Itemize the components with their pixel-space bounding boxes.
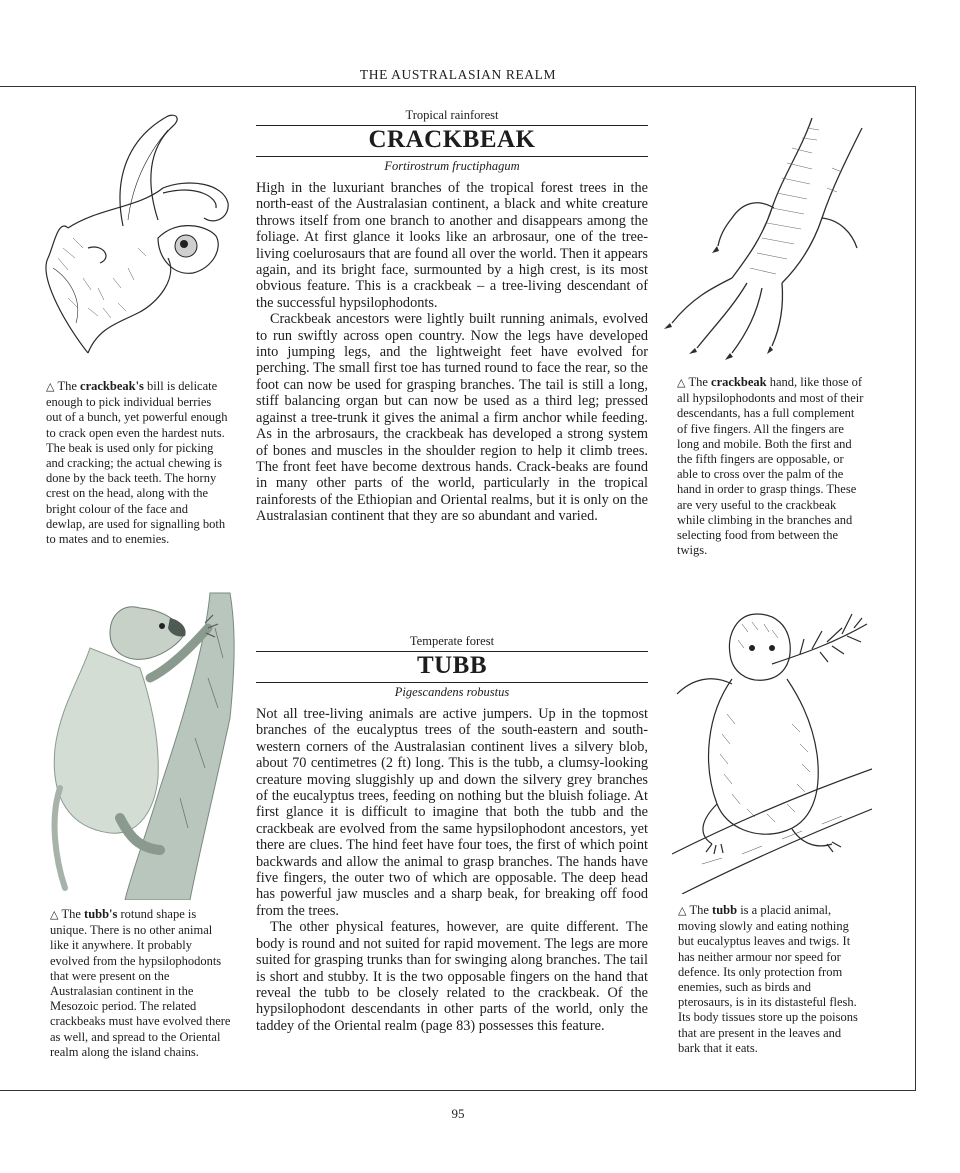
crackbeak-hand-illustration (662, 108, 872, 363)
latin-name: Fortirostrum fructiphagum (384, 159, 520, 173)
frame-top-rule (0, 86, 916, 87)
tubb-climbing-illustration (30, 588, 238, 900)
caption-bold-term: tubb's (84, 907, 118, 921)
triangle-icon: △ (677, 377, 686, 389)
tubb-article (256, 634, 648, 1034)
body-paragraph: High in the luxuriant branches of the tropical forest trees in the north-east of the Australasian continent, a black and white creature throws itself from one branch to another and disappears among the foliage. At first glance it looks like an arbrosaur, one of the tree-living coelurosaurs that are found all over the world. Then it appears again, and its bright face, surmounted by a high crest, is its most obvious feature. This is a crackbeak – a tree-living descendant of the successful hypsilophodonts. (256, 180, 648, 311)
latin-name: Pigescandens robustus (394, 685, 510, 699)
caption-tubb-shape: △ The tubb's rotund shape is unique. There is no other animal like it anywhere. It probably evolved from the hypsilophodonts that were present on the Australasian continent in the Mesozoic period. The related crackbeaks must have evolved there as well, and spread to the Oriental realm along the island chains. (50, 907, 231, 1059)
caption-crackbeak-bill: △ The crackbeak's bill is delicate enough to pick individual berries out of a bunch, yet powerful enough to crack open even the hardest nuts. The beak is used only for picking and cracking; the actual chewing is done by the back teeth. The horny crest on the head, along with the bright colour of the face and dewlap, are used for signalling both to mates and to enemies. (46, 379, 228, 547)
triangle-icon: △ (50, 909, 59, 921)
article-body (256, 706, 648, 1034)
frame-right-rule (915, 86, 916, 1091)
triangle-icon: △ (46, 381, 55, 393)
habitat-label: Tropical rainforest (405, 108, 499, 122)
body-paragraph: Crackbeak ancestors were lightly built running animals, evolved to run swiftly across open country. Now the legs have developed into jumping legs, and the lightweight feet have evolved for perching. The small first toe has turned round to face the rear, so the foot can now be used for grasping branches. The tail is still a long, stiff balancing organ but can now be used as a third leg; pressed against a tree-trunk it gives the animal a firm anchor while feeding. As in the arbrosaurs, the crackbeak has developed a strong system of bones and muscles in the shoulder region to help it climb trees. The front feet have become dextrous hands. Crack-beaks are found in many other parts of the world, particularly in the tropical rainforests of the Ethiopian and Oriental realms, but it is only on the Australasian continent that they are so abundant and varied. (256, 311, 648, 525)
caption-bold-term: crackbeak (711, 375, 767, 389)
article-title: TUBB (416, 652, 488, 679)
body-paragraph: The other physical features, however, are quite different. The body is round and not suited for rapid movement. The legs are more suited for grasping trunks than for swinging along branches. The tail is short and stubby. It is the two opposable fingers on the hand that reveal the tubb to be closely related to the crackbeak. Of the hypsilophodont descendants in other parts of the world, only the taddey of the Oriental realm (page 83) possesses this feature. (256, 919, 648, 1034)
crackbeak-head-illustration (28, 108, 233, 363)
running-head: THE AUSTRALASIAN REALM (359, 67, 557, 82)
caption-tubb-placid: △ The tubb is a placid animal, moving slowly and eating nothing but eucalyptus leaves and twigs. It has neither armour nor speed for defence. Its only protection from enemies, such as birds and pterosaurs, is in its distasteful flesh. Its body tissues store up the poisons that are present in the leaves and bark that it eats. (678, 903, 858, 1055)
caption-bold-term: crackbeak's (80, 379, 144, 393)
habitat-label: Temperate forest (409, 634, 495, 648)
body-paragraph: Not all tree-living animals are active jumpers. Up in the topmost branches of the eucalyptus trees of the south-eastern and south-western corners of the Australasian continent lives a silvery blob, about 70 centimetres (2 ft) long. This is the tubb, a clumsy-looking creature moving sluggishly up and down the silvery grey branches of the eucalyptus trees, feeding on nothing but the bluish foliage. At first glance it is difficult to imagine that both the tubb and the crackbeak are evolved from the same hypsilophodont ancestors, yet there are clues. The hind feet have four toes, the first of which point backwards and allow the animal to grasp branches. The hands have five fingers, the outer two of which are opposable. The deep head has powerful jaw muscles and a sharp beak, for breaking off food from the trees. (256, 706, 648, 919)
triangle-icon: △ (678, 905, 687, 917)
caption-crackbeak-hand: △ The crackbeak hand, like those of all hypsilophodonts and most of their descendants, has a full complement of five fingers. All the fingers are long and mobile. Both the first and the fifth fingers are opposable, or able to cross over the palm of the hand in order to grasp things. These are very useful to the crackbeak while climbing in the branches and selecting food from between the twigs. (677, 375, 864, 558)
caption-bold-term: tubb (712, 903, 738, 917)
crackbeak-article (256, 108, 648, 525)
article-title: CRACKBEAK (368, 126, 536, 153)
title-rule-bottom (256, 156, 648, 157)
article-body (256, 180, 648, 525)
tubb-sitting-illustration (672, 604, 872, 894)
title-rule-bottom (256, 682, 648, 683)
frame-bottom-rule (0, 1090, 916, 1091)
page-number: 95 (451, 1106, 465, 1121)
